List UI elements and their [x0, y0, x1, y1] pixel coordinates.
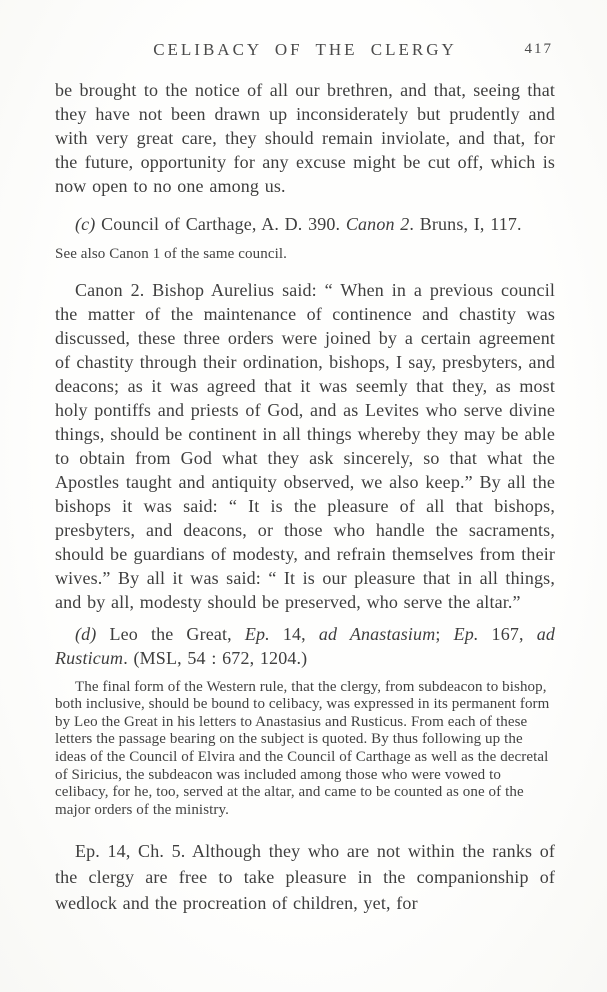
- italic-text-run: Ep.: [453, 623, 479, 644]
- text-run: Canon 2. Bishop Aurelius said: “ When in a previous council the matter of the maintenance of continence and chastity was discussed, these three orders were joined by a certain agreement of chastity through their ordination, bishops, I say, presbyters, and deacons; as it was agreed that it was seemly that they, as most holy pontiffs and priests of God, and as Levites who serve divine things, should be continent in all things whereby they may be able to obtain from God what they ask sincerely, so that what the Apostles taught and antiquity observed, we also keep.” By all the bishops it was said: “ It is the pleasure of all that bishops, presbyters, and deacons, or those who handle the sacraments, should be guardians of modesty, and refrain themselves from their wives.” By all it was said: “ It is our pleasure that in all things, and by all, modesty should be preserved, who serve the altar.”: [55, 279, 555, 612]
- text-run: The final form of the Western rule, that the clergy, from subdeacon to bishop, both inclusive, should be bound to celibacy, was expressed in its permanent form by Leo the Great in his letters to Anastasius and Rusticus. From each of these letters the passage bearing on the subject is quoted. By thus following up the ideas of the Council of Elvira and the Council of Carthage as well as the decretal of Siricius, the subdeacon was included among those who were vowed to celibacy, for he, too, served at the altar, and came to be counted as one of the major orders of the ministry.: [55, 678, 550, 818]
- text-run: Ep. 14, Ch. 5. Although they who are not within the ranks of the clergy are free to take pleasure in the companionship of wedlock and the procreation of children, yet, for: [55, 841, 555, 914]
- paragraph-continuation: [55, 78, 555, 198]
- text-run: ;: [435, 623, 454, 644]
- italic-text-run: (d): [75, 623, 97, 644]
- paragraph-ep-14: [55, 838, 555, 916]
- commentary-note: [55, 679, 555, 820]
- running-header: [55, 40, 555, 62]
- italic-text-run: (c): [75, 214, 96, 234]
- text-run: Leo the Great,: [96, 623, 245, 644]
- see-also-note: [55, 246, 555, 264]
- italic-text-run: Ep.: [244, 623, 270, 644]
- page-number: 417: [524, 41, 553, 57]
- italic-text-run: ad Anastasium: [318, 623, 436, 644]
- text-run: 14,: [269, 623, 319, 644]
- text-run: 167,: [478, 623, 537, 644]
- text-run: . Bruns, I, 117.: [409, 214, 522, 234]
- page-body: [55, 78, 555, 916]
- citation-leo-the-great: [55, 622, 555, 670]
- text-run: . (MSL, 54 : 672, 1204.): [123, 647, 308, 668]
- text-run: Council of Carthage, A. D. 390.: [95, 214, 346, 234]
- citation-council-of-carthage: [55, 212, 555, 236]
- page-title: CELIBACY OF THE CLERGY: [153, 40, 457, 59]
- italic-text-run: ad Rusticum: [55, 623, 556, 668]
- italic-text-run: Canon 2: [345, 214, 410, 234]
- text-run: See also Canon 1 of the same council.: [55, 246, 287, 262]
- text-run: be brought to the notice of all our brethren, and that, seeing that they have not been drawn up inconsiderately but prudently and with very great care, they should remain inviolate, and that, for the future, opportunity for any excuse might be cut off, which is now open to no one among us.: [55, 80, 555, 196]
- paragraph-canon-2: [55, 278, 555, 614]
